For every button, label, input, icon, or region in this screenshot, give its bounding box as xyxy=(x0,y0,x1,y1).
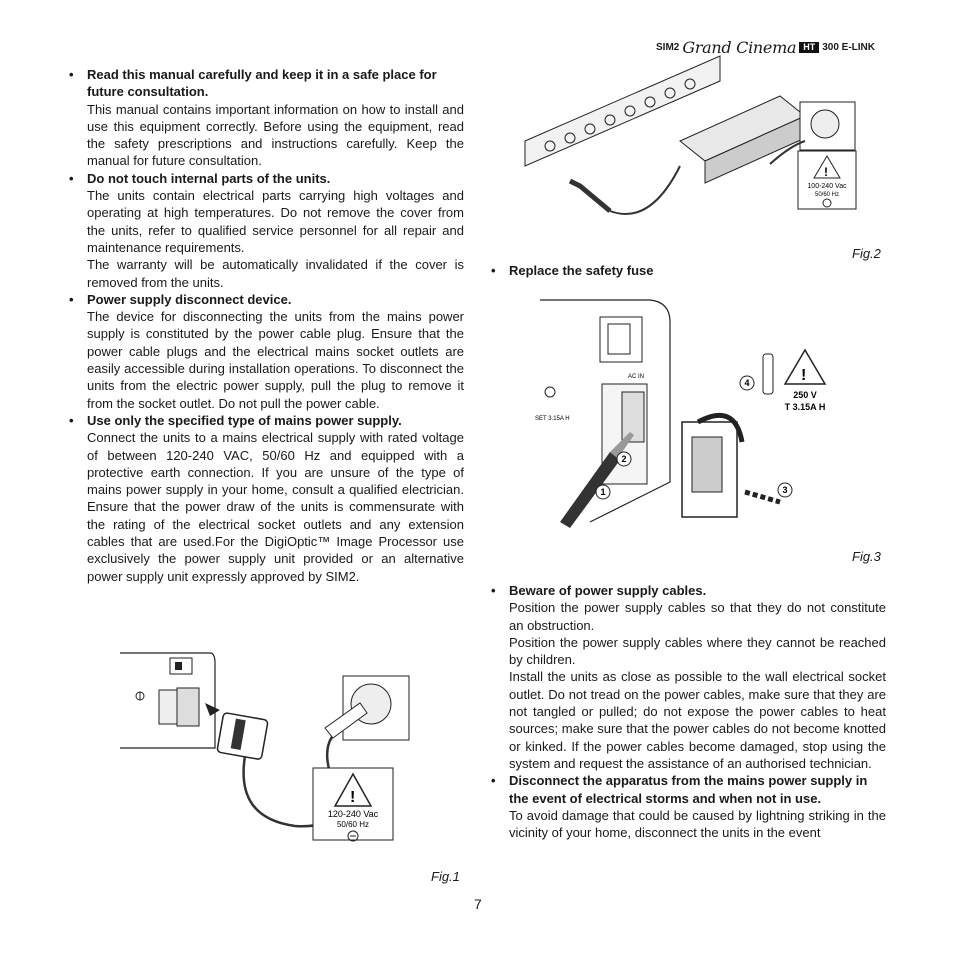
item-paragraph: Connect the units to a mains electrical supply with rated voltage of between 120-240 VAC, 50/60 Hz and equipped with a protective earth connection. If you are unsure of the type of mains power supply in your home, consult a qualified electrician. Ensure that the power draw of the units is commensurate with the rating of the electrical socket outlets and any extension cables that are used.For the DigiOptic™ Image Processor use exclusively the power supply unit provided or an alternative power supply unit expressly approved by SIM2. xyxy=(87,430,464,584)
figure-1-illustration xyxy=(115,648,415,848)
left-column xyxy=(69,66,464,585)
svg-text:!: ! xyxy=(801,367,807,384)
model-name: 300 E-LINK xyxy=(822,42,875,53)
callout-2 xyxy=(617,452,631,466)
bullet-icon: • xyxy=(69,291,74,307)
safety-item xyxy=(69,412,464,585)
svg-text:1: 1 xyxy=(600,487,606,497)
fig3-ac-in: AC IN xyxy=(628,374,645,380)
figure-2-illustration xyxy=(520,46,860,226)
fig3-rating-voltage: 250 V xyxy=(793,390,817,400)
item-heading: Beware of power supply cables. xyxy=(509,583,707,598)
bullet-icon: • xyxy=(491,773,496,789)
fig3-caption: Fig.3 xyxy=(852,549,881,564)
safety-item xyxy=(69,66,464,170)
svg-text:3: 3 xyxy=(782,485,788,495)
svg-text:2: 2 xyxy=(621,454,627,464)
ht-badge: HT xyxy=(799,42,819,53)
warning-icon: ! xyxy=(350,789,356,806)
fig1-caption: Fig.1 xyxy=(431,869,460,884)
item-paragraph: Position the power supply cables so that they do not constitute an obstruction. xyxy=(509,600,886,633)
item-heading: Do not touch internal parts of the units. xyxy=(87,170,331,186)
svg-text:4: 4 xyxy=(744,378,750,388)
bullet-icon: • xyxy=(69,170,74,186)
item-paragraph: Position the power supply cables where they cannot be reached by children. xyxy=(509,634,886,668)
right-column-bottom xyxy=(491,582,886,841)
brand-script-logo: Grand Cinema xyxy=(682,38,797,57)
safety-item xyxy=(491,582,886,772)
bullet-icon: • xyxy=(69,67,74,82)
item-paragraph: The units contain electrical parts carrying high voltages and operating at high temperatures. Do not remove the cover from the units, refer to qualified service personnel for all repair and maintenance requirements. xyxy=(87,188,464,255)
safety-item xyxy=(69,170,464,291)
callout-4 xyxy=(740,376,754,390)
item-heading: Read this manual carefully and keep it in a safe place for future consultation. xyxy=(87,67,437,100)
safety-item xyxy=(491,772,886,841)
bullet-icon: • xyxy=(69,412,74,428)
brand-name: SIM2 xyxy=(656,42,680,53)
svg-text:!: ! xyxy=(824,165,828,179)
figure-3-illustration xyxy=(530,292,830,532)
callout-3 xyxy=(778,483,792,497)
fig2-caption: Fig.2 xyxy=(852,246,881,261)
svg-text:SET 3.15A H: SET 3.15A H xyxy=(535,416,570,422)
fig1-voltage: 120-240 Vac xyxy=(327,809,379,819)
fig1-frequency: 50/60 Hz xyxy=(336,820,370,829)
bullet-icon: • xyxy=(491,263,496,278)
item-paragraph: This manual contains important information on how to install and use this equipment correctly. Before using the equipment, read the safety prescriptions and instructions carefully. Keep the manual for future consultation. xyxy=(87,101,464,169)
item-paragraph: The warranty will be automatically invalidated if the cover is removed from the units. xyxy=(87,257,464,290)
safety-item xyxy=(491,262,886,279)
callout-1 xyxy=(596,485,610,499)
item-heading: Power supply disconnect device. xyxy=(87,291,292,307)
bullet-icon: • xyxy=(491,583,496,598)
item-paragraph: The device for disconnecting the units from the mains power supply is constituted by the power cable plug. Ensure that the power cable plugs and the electrical mains socket outlets are easily accessible during installation operations. To disconnect the units from the electric power supply, pull the plug to remove it from the socket outlet. Do not pull the power cable. xyxy=(87,309,464,411)
item-paragraph: To avoid damage that could be caused by lightning striking in the vicinity of your home, disconnect the units in the event xyxy=(509,807,886,841)
item-heading: Disconnect the apparatus from the mains power supply in the event of electrical storms and when not in use. xyxy=(509,773,868,806)
right-column-top xyxy=(491,262,886,279)
page-number: 7 xyxy=(474,896,482,912)
fig3-rating-fuse: T 3.15A H xyxy=(784,402,826,412)
item-paragraph: Install the units as close as possible to the wall electrical socket outlet. Do not tread on the power cables, make sure that they are not tangled or pulled; do not expose the power cables to heat sources; make sure that the power cables do not become knotted or kinked. If the power cables become damaged, stop using the system and request the assistance of an authorised technician. xyxy=(509,669,886,771)
fig2-frequency: 50/60 Hz xyxy=(814,192,840,198)
safety-item xyxy=(69,291,464,412)
item-heading: Use only the specified type of mains power supply. xyxy=(87,412,402,428)
item-heading: Replace the safety fuse xyxy=(509,263,654,278)
fig2-voltage: 100-240 Vac xyxy=(807,183,847,190)
